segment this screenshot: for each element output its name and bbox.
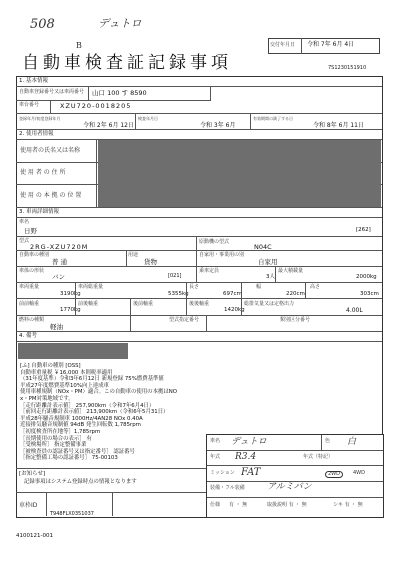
card-body-label: 装備・フル装備 [210,485,245,491]
gross-value: 5355kg [168,291,189,297]
serial-value: T948FLX0351037 [50,511,94,517]
displacement-value: 4.00L [346,307,363,314]
serial-label: 車枠ID [19,502,38,509]
displacement-label: 総排気量又は定格出力 [244,301,295,307]
remark-line: ［初度検査所在地等］1,785rpm [20,428,101,435]
card-type-label: 年式（特記） [303,454,334,460]
card-2wd: 2WD [325,471,343,478]
chassis-label: 車台番号 [19,102,40,108]
card-maker: デュトロ [231,437,267,447]
width-label: 幅 [256,284,262,290]
user-base-label: 使 用 の 本 拠 の 位 置 [20,192,82,199]
remark-line: ［走行距離計表示値］ 257,900km（令和7年6月4日） [20,402,155,409]
weight-value: 3190kg [60,291,81,297]
plate-value: 山口 100 す 8590 [92,89,147,97]
front-axle-label: 前前軸重 [19,301,40,307]
rear-axle-value: 1420kg [224,307,245,313]
maker-label: 車名 [19,219,30,225]
maker-code: [262] [356,227,371,233]
card-color-label: 色 [325,438,331,444]
front-rear-label: 前後軸重 [78,301,99,307]
expiry-label: 有効期間の満了する日 [253,116,293,121]
remark-line: ［指定整備工場の認証番号］ 75-00103 [20,455,118,462]
card-maker-label: 車名 [210,438,221,444]
use-label: 用途 [128,252,139,258]
user-name-label: 使用者の氏名又は名称 [20,147,81,154]
issue-date: 令和 7年 6月 4日 [307,41,355,48]
card-color: 白 [347,437,357,447]
engine-label: 原動機の型式 [199,239,230,245]
card-year: R3.4 [235,452,257,462]
use-value: 貨物 [144,258,157,266]
handwritten-letter: B [76,41,82,50]
model-label: 型式 [19,238,30,244]
remark-line: 平成28年騒音規制車 1000Hz/4AN28 NOx 0.40A [20,415,143,422]
maxload-label: 最大積載量 [278,268,304,274]
fuel-value: 軽油 [50,323,63,331]
engine-value: N04C [254,243,272,251]
chassis-value: XZU720-0018205 [60,102,132,110]
maker-value: 日野 [24,227,37,235]
redacted-remarks-block [18,343,128,359]
remark-line: （31年度基準）令和3年6月12日 新規登録 75%燃費基準値 [20,376,164,383]
remark-line: 近接排気騒音規制値 94dB 発生回転数 1,785rpm [20,422,141,429]
type-no-label: 型式指定番号 [169,317,200,323]
handwritten-name: デュトロ [98,17,142,30]
fuel-label: 燃料の種類 [19,317,45,323]
section-vehicle: 3. 車両詳細情報 [19,209,59,215]
length-label: 長さ [189,284,200,290]
card-mission-label: ミッション [210,470,235,476]
height-value: 303cm [360,291,379,297]
remark-line: 使用車種規制（NOx・PM）適合。この自動車の使用の本拠はNO [20,389,178,396]
inspect-value: 令和 3年 6月 [200,122,236,129]
remark-line: ［被検査員の認証番号又は指定番号］ 認証番号 [20,448,135,455]
height-label: 高さ [310,284,321,290]
plate-label: 自動車登録番号又は車両番号 [19,89,85,95]
maxload-value: 2000kg [356,274,377,280]
footer-code: 4100121-001 [16,533,53,539]
remark-line: x・PM対策地域です。 [20,395,74,402]
length-value: 697cm [223,291,242,297]
section-remarks: 4. 備考 [19,333,37,339]
notice-text: 記録事項はシステム登録時点の情報となります [24,479,137,485]
card-row-label: 仕様 [210,502,221,508]
inspect-label: 検査年月日 [138,116,158,121]
remark-line: ［前回走行距離計表示値］ 213,900km（令和6年5月31日） [20,409,169,416]
card-year-label: 年式 [210,454,221,460]
remark-line: [ふ] 自動車の種別 [OSS] [20,363,81,369]
first-reg-label: 登録年月/初度登録年月 [19,116,61,121]
redacted-user-info [98,140,381,207]
capacity-value: 3人 [266,274,275,280]
kind-value: 普 通 [52,258,68,266]
section-basic: 1. 基本情報 [19,78,48,84]
section-user: 2. 使用者情報 [19,131,54,137]
user-address-label: 使 用 者 の 住 所 [20,169,66,176]
notice-section: [お知らせ] [19,471,46,477]
card-4wd: 4WD [353,470,365,476]
front-axle-value: 1770kg [60,307,81,313]
remark-line: ［受検場所］ 指定整備事業 [20,442,87,449]
card-body: アルミバン [267,482,312,492]
weight-label: 車両重量 [19,284,40,290]
model-value: 2RG-XZU720M [30,243,89,251]
body-code: [021] [168,273,182,279]
rear-axle-label: 後後軸重 [189,301,210,307]
card-opt-2: 取扱説明 有 ・ 無 [267,502,307,508]
remark-line: 自動車重量税 ￥16,000 本則税率適用 [20,369,113,376]
gross-label: 車両総重量 [78,284,104,290]
width-value: 220cm [286,291,305,297]
body-value: バン [52,273,65,281]
vehicle-card [206,434,384,518]
page-title: 自動車検査証記録事項 [22,53,232,73]
rear-front-label: 後前軸重 [133,301,154,307]
capacity-label: 乗車定員 [199,268,220,274]
expiry-value: 令和 8年 6月 11日 [313,122,364,129]
card-opt-1: 有 ・ 無 [229,502,248,508]
biz-label: 自家用・事業用の別 [199,252,245,258]
body-label: 車体の形状 [19,268,45,274]
card-mission: FAT [241,467,261,478]
issue-date-label: 交付年月日 [270,42,296,48]
remark-line: 平成27年度燃費基準10%向上達成車 [20,382,109,389]
remark-line: ［長期使用の場合の表示］ 有 [20,435,92,442]
biz-value: 自家用 [258,258,278,266]
kind-label: 自動車の種別 [19,252,50,258]
doc-number: 7S1230151910 [328,65,367,71]
handwritten-number: 508 [30,17,55,32]
first-reg-value: 令和 2年 6月 12日 [83,122,134,129]
card-opt-3: シキ 有 ・ 無 [333,502,363,508]
class-no-label: 類別区分番号 [280,317,311,323]
